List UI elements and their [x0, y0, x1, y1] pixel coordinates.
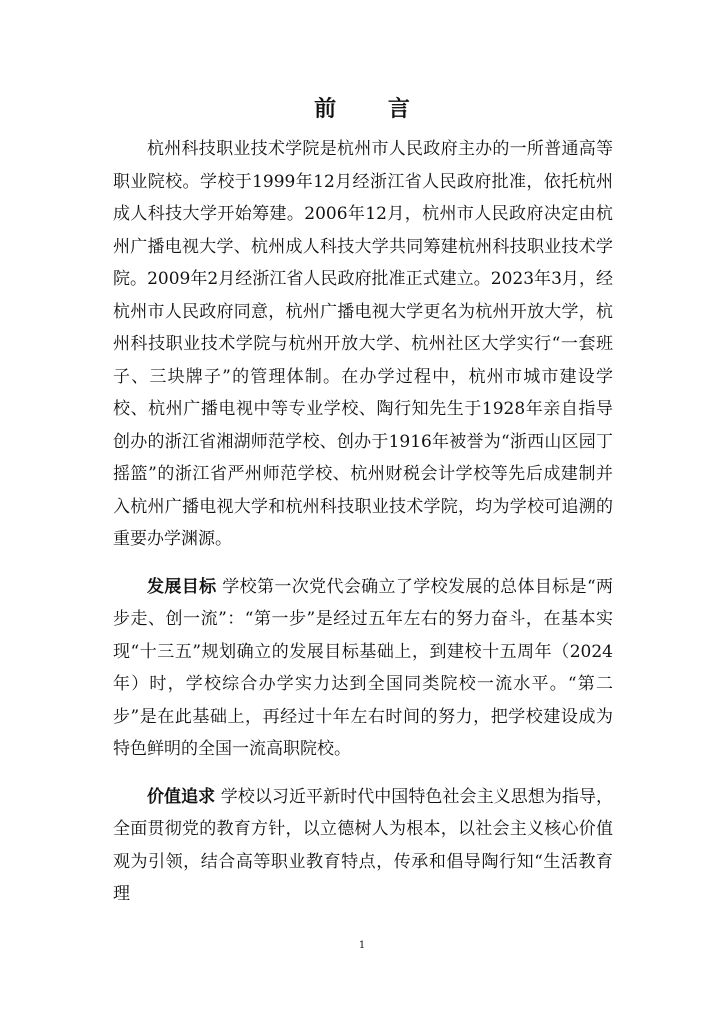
paragraph-heading: 发展目标 — [147, 576, 217, 597]
paragraph-development-goal — [113, 571, 613, 766]
paragraph-heading: 价值追求 — [147, 786, 216, 807]
paragraph-text: 杭州科技职业技术学院是杭州市人民政府主办的一所普通高等职业院校。学校于1999年12月经浙江省人民政府批准，依托杭州成人科技大学开始筹建。2006年12月，杭州市人民政府决定由杭州广播电视大学、杭州成人科技大学共同筹建杭州科技职业技术学院。2009年2月经浙江省人民政府批准正式建立。2023年3月，经杭州市人民政府同意，杭州广播电视大学更名为杭州开放大学，杭州科技职业技术学院与杭州开放大学、杭州社区大学实行“一套班子、三块牌子”的管理体制。在办学过程中，杭州市城市建设学校、杭州广播电视中等专业学校、陶行知先生于1928年亲自指导创办的浙江省湘湖师范学校、创办于1916年被誉为“浙西山区园丁摇篮”的浙江省严州师范学校、杭州财税会计学校等先后成建制并入杭州广播电视大学和杭州科技职业技术学院，均为学校可追溯的重要办学渊源。 — [113, 139, 613, 549]
paragraph-value-pursuit — [113, 781, 613, 911]
paragraph-intro — [113, 133, 613, 556]
page-number: 1 — [358, 940, 366, 951]
document-body — [113, 133, 613, 911]
paragraph-text: 学校以习近平新时代中国特色社会主义思想为指导，全面贯彻党的教育方针，以立德树人为根本，以社会主义核心价值观为引领，结合高等职业教育特点，传承和倡导陶行知“生活教育理 — [113, 786, 614, 904]
page-title: 前 言 — [314, 97, 432, 122]
paragraph-text: 学校第一次党代会确立了学校发展的总体目标是“两步走、创一流”：“第一步”是经过五年左右的努力奋斗，在基本实现“十三五”规划确立的发展目标基础上，到建校十五周年（2024年）时，学校综合办学实力达到全国同类院校一流水平。“第二步”是在此基础上，再经过十年左右时间的努力，把学校建设成为特色鲜明的全国一流高职院校。 — [113, 576, 613, 759]
